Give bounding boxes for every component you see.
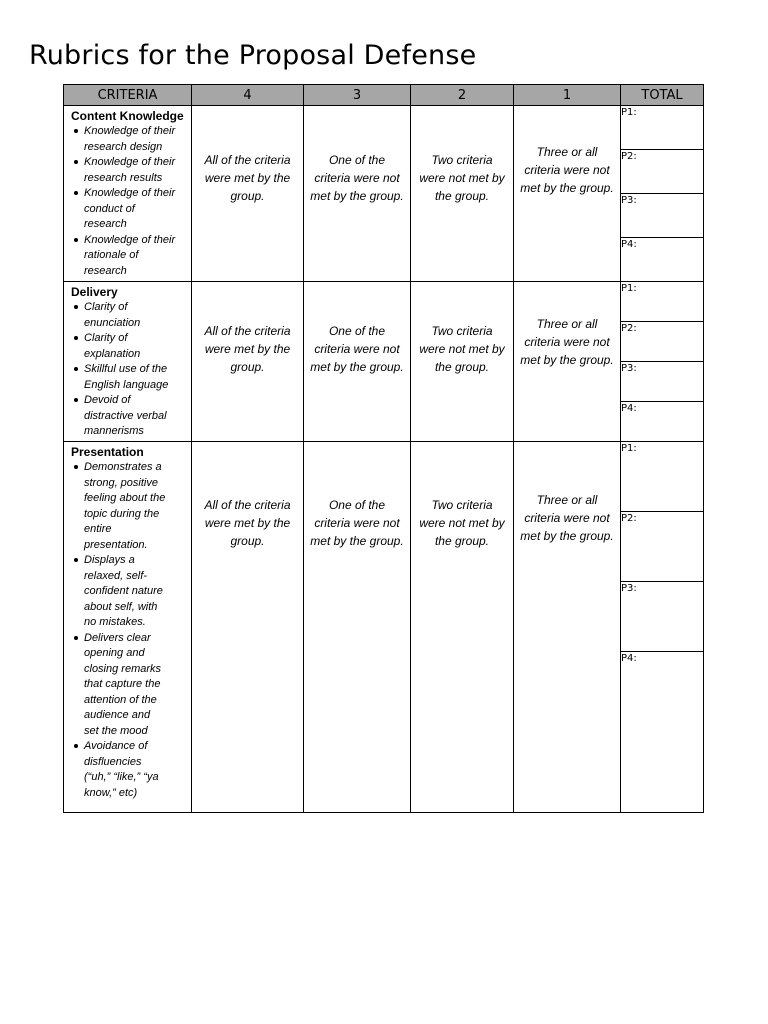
score-1-cell xyxy=(514,442,621,813)
criteria-title: Content Knowledge xyxy=(71,109,184,123)
score-3-cell xyxy=(304,282,411,442)
score-4-cell xyxy=(192,282,304,442)
score-2-cell xyxy=(411,106,514,282)
presenter-total-slot[interactable]: P4: xyxy=(621,401,703,441)
criteria-cell xyxy=(64,442,192,813)
criteria-list xyxy=(71,124,179,279)
presenter-total-slot[interactable]: P1: xyxy=(621,107,637,118)
criteria-item: Knowledge of their research design xyxy=(71,124,179,155)
presenter-total-slot[interactable]: P4: xyxy=(621,237,703,281)
criteria-item: Knowledge of their research results xyxy=(71,155,179,186)
header-row xyxy=(64,85,704,106)
total-cell xyxy=(621,442,704,813)
criteria-item: Demonstrates a strong, positive feeling about the topic during the entire presentation. xyxy=(71,460,167,553)
table-row xyxy=(64,442,704,813)
score-2-cell xyxy=(411,442,514,813)
criteria-item: Clarity of enunciation xyxy=(71,300,181,331)
score-description: Two criteria were not met by the group. xyxy=(419,324,505,374)
header-score-4: 4 xyxy=(192,85,304,106)
score-1-cell xyxy=(514,106,621,282)
header-score-2: 2 xyxy=(411,85,514,106)
presenter-total-slot[interactable]: P3: xyxy=(621,193,703,237)
score-description: All of the criteria were met by the group. xyxy=(204,498,291,548)
score-description: All of the criteria were met by the group. xyxy=(204,153,291,203)
table-row xyxy=(64,106,704,282)
page-title: Rubrics for the Proposal Defense xyxy=(29,40,477,71)
score-4-cell xyxy=(192,106,304,282)
header-score-1: 1 xyxy=(514,85,621,106)
score-description: Two criteria were not met by the group. xyxy=(419,153,505,203)
score-description: All of the criteria were met by the group. xyxy=(204,324,291,374)
rubric-table xyxy=(63,84,704,813)
presenter-total-slot[interactable]: P3: xyxy=(621,581,703,651)
criteria-item: Clarity of explanation xyxy=(71,331,181,362)
criteria-item: Delivers clear opening and closing remarks that capture the attention of the audience and set the mood xyxy=(71,631,167,740)
criteria-item: Skillful use of the English language xyxy=(71,362,181,393)
presenter-total-slot[interactable]: P4: xyxy=(621,651,703,812)
presenter-total-slot[interactable]: P2: xyxy=(621,511,703,581)
criteria-list xyxy=(71,300,181,440)
criteria-title: Delivery xyxy=(71,285,118,299)
criteria-cell xyxy=(64,106,192,282)
criteria-item: Displays a relaxed, self-confident nature about self, with no mistakes. xyxy=(71,553,167,631)
score-description: One of the criteria were not met by the group. xyxy=(310,324,404,374)
score-3-cell xyxy=(304,442,411,813)
score-description: Three or all criteria were not met by the group. xyxy=(520,317,614,367)
total-cell xyxy=(621,106,704,282)
score-description: Three or all criteria were not met by the group. xyxy=(520,145,614,195)
criteria-item: Knowledge of their conduct of research xyxy=(71,186,179,233)
score-2-cell xyxy=(411,282,514,442)
presenter-total-slot[interactable]: P3: xyxy=(621,361,703,401)
presenter-total-slot[interactable]: P2: xyxy=(621,321,703,361)
score-3-cell xyxy=(304,106,411,282)
table-row xyxy=(64,282,704,442)
presenter-total-slot[interactable]: P2: xyxy=(621,149,703,193)
score-description: Two criteria were not met by the group. xyxy=(419,498,505,548)
score-1-cell xyxy=(514,282,621,442)
criteria-item: Knowledge of their rationale of research xyxy=(71,233,179,280)
presenter-total-slot[interactable]: P1: xyxy=(621,283,637,294)
score-description: One of the criteria were not met by the group. xyxy=(310,153,404,203)
total-cell xyxy=(621,282,704,442)
criteria-cell xyxy=(64,282,192,442)
criteria-item: Avoidance of disfluencies (“uh,” “like,” “ya know,” etc) xyxy=(71,739,167,801)
score-description: Three or all criteria were not met by the group. xyxy=(520,493,614,543)
header-score-3: 3 xyxy=(304,85,411,106)
presenter-total-slot[interactable]: P1: xyxy=(621,443,637,454)
score-4-cell xyxy=(192,442,304,813)
criteria-list xyxy=(71,460,167,801)
header-criteria: CRITERIA xyxy=(64,85,192,106)
header-total: TOTAL xyxy=(621,85,704,106)
criteria-item: Devoid of distractive verbal mannerisms xyxy=(71,393,181,440)
criteria-title: Presentation xyxy=(71,445,144,459)
score-description: One of the criteria were not met by the group. xyxy=(310,498,404,548)
